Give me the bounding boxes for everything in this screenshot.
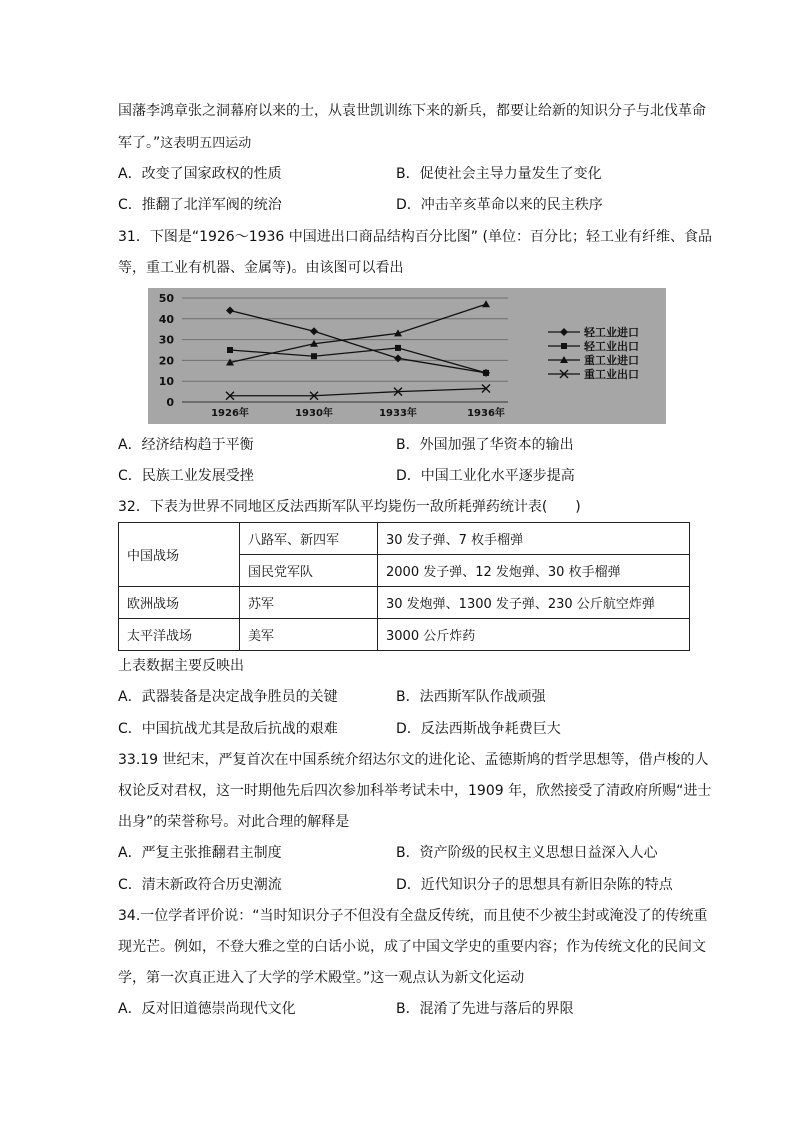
q30-option-c[interactable]: C．推翻了北洋军阀的统治	[118, 197, 282, 213]
square-marker	[483, 370, 489, 376]
q30-line2b: 这表明五四运动	[160, 136, 252, 151]
square-marker	[311, 353, 317, 359]
table-row	[119, 619, 690, 651]
x-tick-label: 1930年	[295, 408, 333, 419]
legend-label: 轻工业进口	[584, 326, 639, 339]
q32-after: 上表数据主要反映出	[118, 658, 244, 674]
legend-label: 重工业出口	[584, 368, 639, 381]
q30-option-a[interactable]: A．改变了国家政权的性质	[118, 166, 282, 182]
y-tick-label: 10	[158, 375, 174, 389]
q30-line2a: 军了。”	[118, 135, 161, 151]
chart-svg	[148, 288, 666, 424]
table-cell-ammo: 30 发子弹、7 枚手榴弹	[378, 523, 690, 555]
q30-option-d[interactable]: D．冲击辛亥革命以来的民主秩序	[396, 197, 603, 213]
q30-line2	[118, 133, 251, 154]
y-tick-label: 40	[158, 312, 174, 326]
square-marker	[561, 343, 567, 349]
table-row	[119, 587, 690, 619]
table-cell-region: 太平洋战场	[119, 619, 240, 651]
q33-line1: 33.19 世纪末，严复首次在中国系统介绍达尔文的进化论、孟德斯鸠的哲学思想等，借卢梭的人	[118, 752, 709, 768]
table-cell-army: 国民党军队	[240, 555, 378, 587]
q30-line1: 国藩李鸿章张之洞幕府以来的士，从袁世凯训练下来的新兵，都要让给新的知识分子与北伐革命	[118, 103, 706, 119]
q31-option-c[interactable]: C．民族工业发展受挫	[118, 468, 254, 484]
q33-option-b[interactable]: B．资产阶级的民权主义思想日益深入人心	[396, 845, 658, 861]
q30-option-b[interactable]: B．促使社会主导力量发生了变化	[396, 166, 602, 182]
table-cell-region: 欧洲战场	[119, 587, 240, 619]
q33-line3: 出身”的荣誉称号。对此合理的解释是	[118, 814, 350, 830]
q34-line3-text: 学，第一次真正进入了大学的学术殿堂。”这一观点认为新文化运动	[118, 970, 525, 986]
y-tick-label: 20	[158, 354, 174, 368]
q32-option-d[interactable]: D．反法西斯战争耗费巨大	[396, 721, 561, 737]
q31-option-a[interactable]: A．经济结构趋于平衡	[118, 437, 254, 453]
square-marker	[395, 345, 401, 351]
q31-option-d[interactable]: D．中国工业化水平逐步提高	[396, 468, 575, 484]
q33-option-c[interactable]: C．清末新政符合历史潮流	[118, 877, 282, 893]
table-row	[119, 523, 690, 555]
q31-line2: 等，重工业有机器、金属等)。由该图可以看出	[118, 260, 404, 276]
q34-option-b[interactable]: B．混淆了先进与落后的界限	[396, 1001, 574, 1017]
table-cell-ammo: 30 发炮弹、1300 发子弹、230 公斤航空炸弹	[378, 587, 690, 619]
table-cell-ammo: 3000 公斤炸药	[378, 619, 690, 651]
q33-line2: 权论反对君权，这一时期他先后四次参加科举考试未中，1909 年，欣然接受了清政府所赐“进士	[118, 783, 712, 799]
x-tick-label: 1933年	[379, 408, 417, 419]
table-cell-army: 苏军	[240, 587, 378, 619]
q32-option-a[interactable]: A．武器装备是决定战争胜员的关键	[118, 689, 338, 705]
ammo-table	[118, 522, 690, 651]
q34-option-a[interactable]: A．反对旧道德崇尚现代文化	[118, 1001, 296, 1017]
table-cell-army: 八路军、新四军	[240, 523, 378, 555]
table-cell-ammo: 2000 发子弹、12 发炮弹、30 枚手榴弹	[378, 555, 690, 587]
q33-option-a[interactable]: A．严复主张推翻君主制度	[118, 845, 282, 861]
table-cell-army: 美军	[240, 619, 378, 651]
q32-stem: 32．下表为世界不同地区反法西斯军队平均毙伤一敌所耗弹药统计表( )	[118, 499, 581, 515]
legend-label: 轻工业出口	[584, 340, 639, 353]
y-tick-label: 50	[158, 292, 174, 305]
q34-line3	[118, 968, 524, 988]
q31-line1: 31．下图是“1926～1936 中国进出口商品结构百分比图” (单位：百分比；轻工业有纤维、食品	[118, 229, 712, 245]
y-tick-label: 0	[166, 396, 174, 409]
x-tick-label: 1936年	[467, 408, 505, 419]
q32-option-c[interactable]: C．中国抗战尤其是敌后抗战的艰难	[118, 721, 338, 737]
x-tick-label: 1926年	[211, 408, 249, 419]
q34-line1: 34.一位学者评价说：“当时知识分子不但没有全盘反传统，而且使不少被尘封或淹没了的传统重	[118, 908, 708, 924]
q34-line2: 现光芒。例如，不登大雅之堂的白话小说，成了中国文学史的重要内容；作为传统文化的民间文	[118, 939, 706, 955]
q33-option-d[interactable]: D．近代知识分子的思想具有新旧杂陈的特点	[396, 877, 673, 893]
table-cell-region: 中国战场	[119, 523, 240, 587]
trade-structure-chart	[148, 288, 666, 424]
square-marker	[227, 347, 233, 353]
legend-label: 重工业进口	[584, 354, 639, 367]
q31-option-b[interactable]: B．外国加强了华资本的输出	[396, 437, 574, 453]
y-tick-label: 30	[158, 333, 174, 347]
q32-option-b[interactable]: B．法西斯军队作战顽强	[396, 689, 546, 705]
